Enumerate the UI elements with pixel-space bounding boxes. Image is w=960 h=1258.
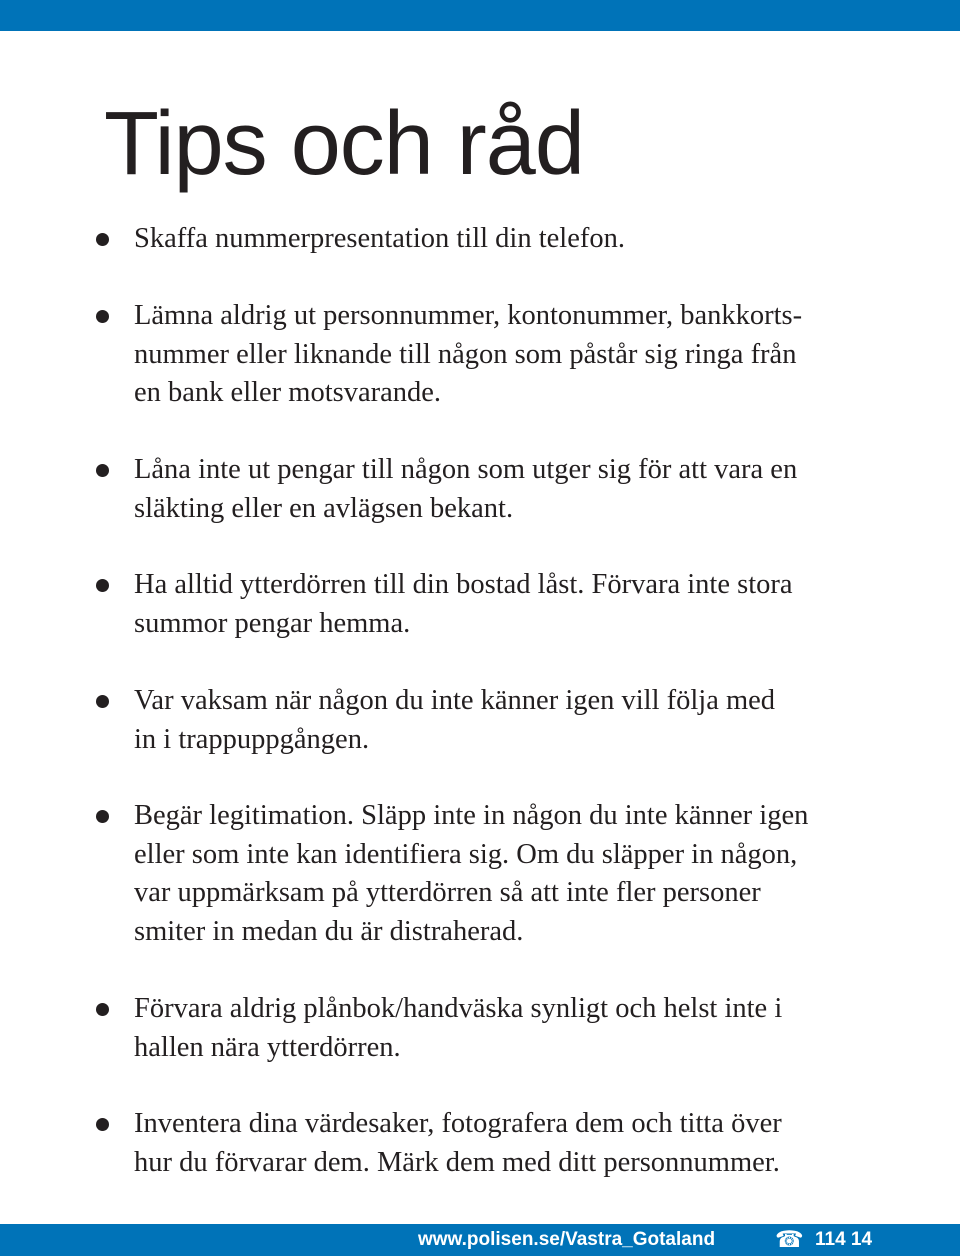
bullet-icon [96,810,109,823]
top-banner-bar [0,0,960,31]
tip-text: Skaffa nummerpresentation till din telefon. [134,223,625,254]
tip-text: Ha alltid ytterdörren till din bostad låst. Förvara inte stora summor pengar hemma. [134,569,793,639]
tip-text: Var vaksam när någon du inte känner igen vill följa med in i trappuppgången. [134,685,776,755]
tip-item-wallet [96,990,906,1067]
tip-item-inventory [96,1105,906,1182]
footer-phone-number: 114 14 [815,1229,873,1250]
bullet-icon [96,1118,109,1131]
bullet-icon [96,233,109,246]
bullet-icon [96,464,109,477]
tip-item-caller-id [96,220,906,259]
tip-item-stairwell [96,682,906,759]
bullet-icon [96,695,109,708]
bullet-icon [96,1003,109,1016]
telephone-icon: ☎ [775,1227,804,1253]
bullet-icon [96,579,109,592]
tip-item-personal-numbers [96,297,906,413]
tip-item-identification [96,797,906,951]
tip-text: Förvara aldrig plånbok/handväska synligt och helst inte i hallen nära ytterdörren. [134,993,783,1063]
tip-text: Lämna aldrig ut personnummer, kontonummer, bankkorts- nummer eller liknande till någon som påstår sig ringa från en bank eller motsvarande. [134,300,803,408]
tip-item-lending-money [96,451,906,528]
tip-text: Låna inte ut pengar till någon som utger sig för att vara en släkting eller en avlägsen bekant. [134,454,798,524]
footer-website-link[interactable]: www.polisen.se/Vastra_Gotaland [418,1229,716,1250]
tip-item-locked-door [96,566,906,643]
bullet-icon [96,310,109,323]
tip-text: Inventera dina värdesaker, fotografera dem och titta över hur du förvarar dem. Märk dem med ditt personnummer. [134,1108,782,1178]
tip-text: Begär legitimation. Släpp inte in någon du inte känner igen eller som inte kan identifiera sig. Om du släpper in någon, var uppmärksam på ytterdörren så att inte fler personer smiter in medan du är distraherad. [134,800,809,947]
page-title: Tips och råd [104,94,584,194]
